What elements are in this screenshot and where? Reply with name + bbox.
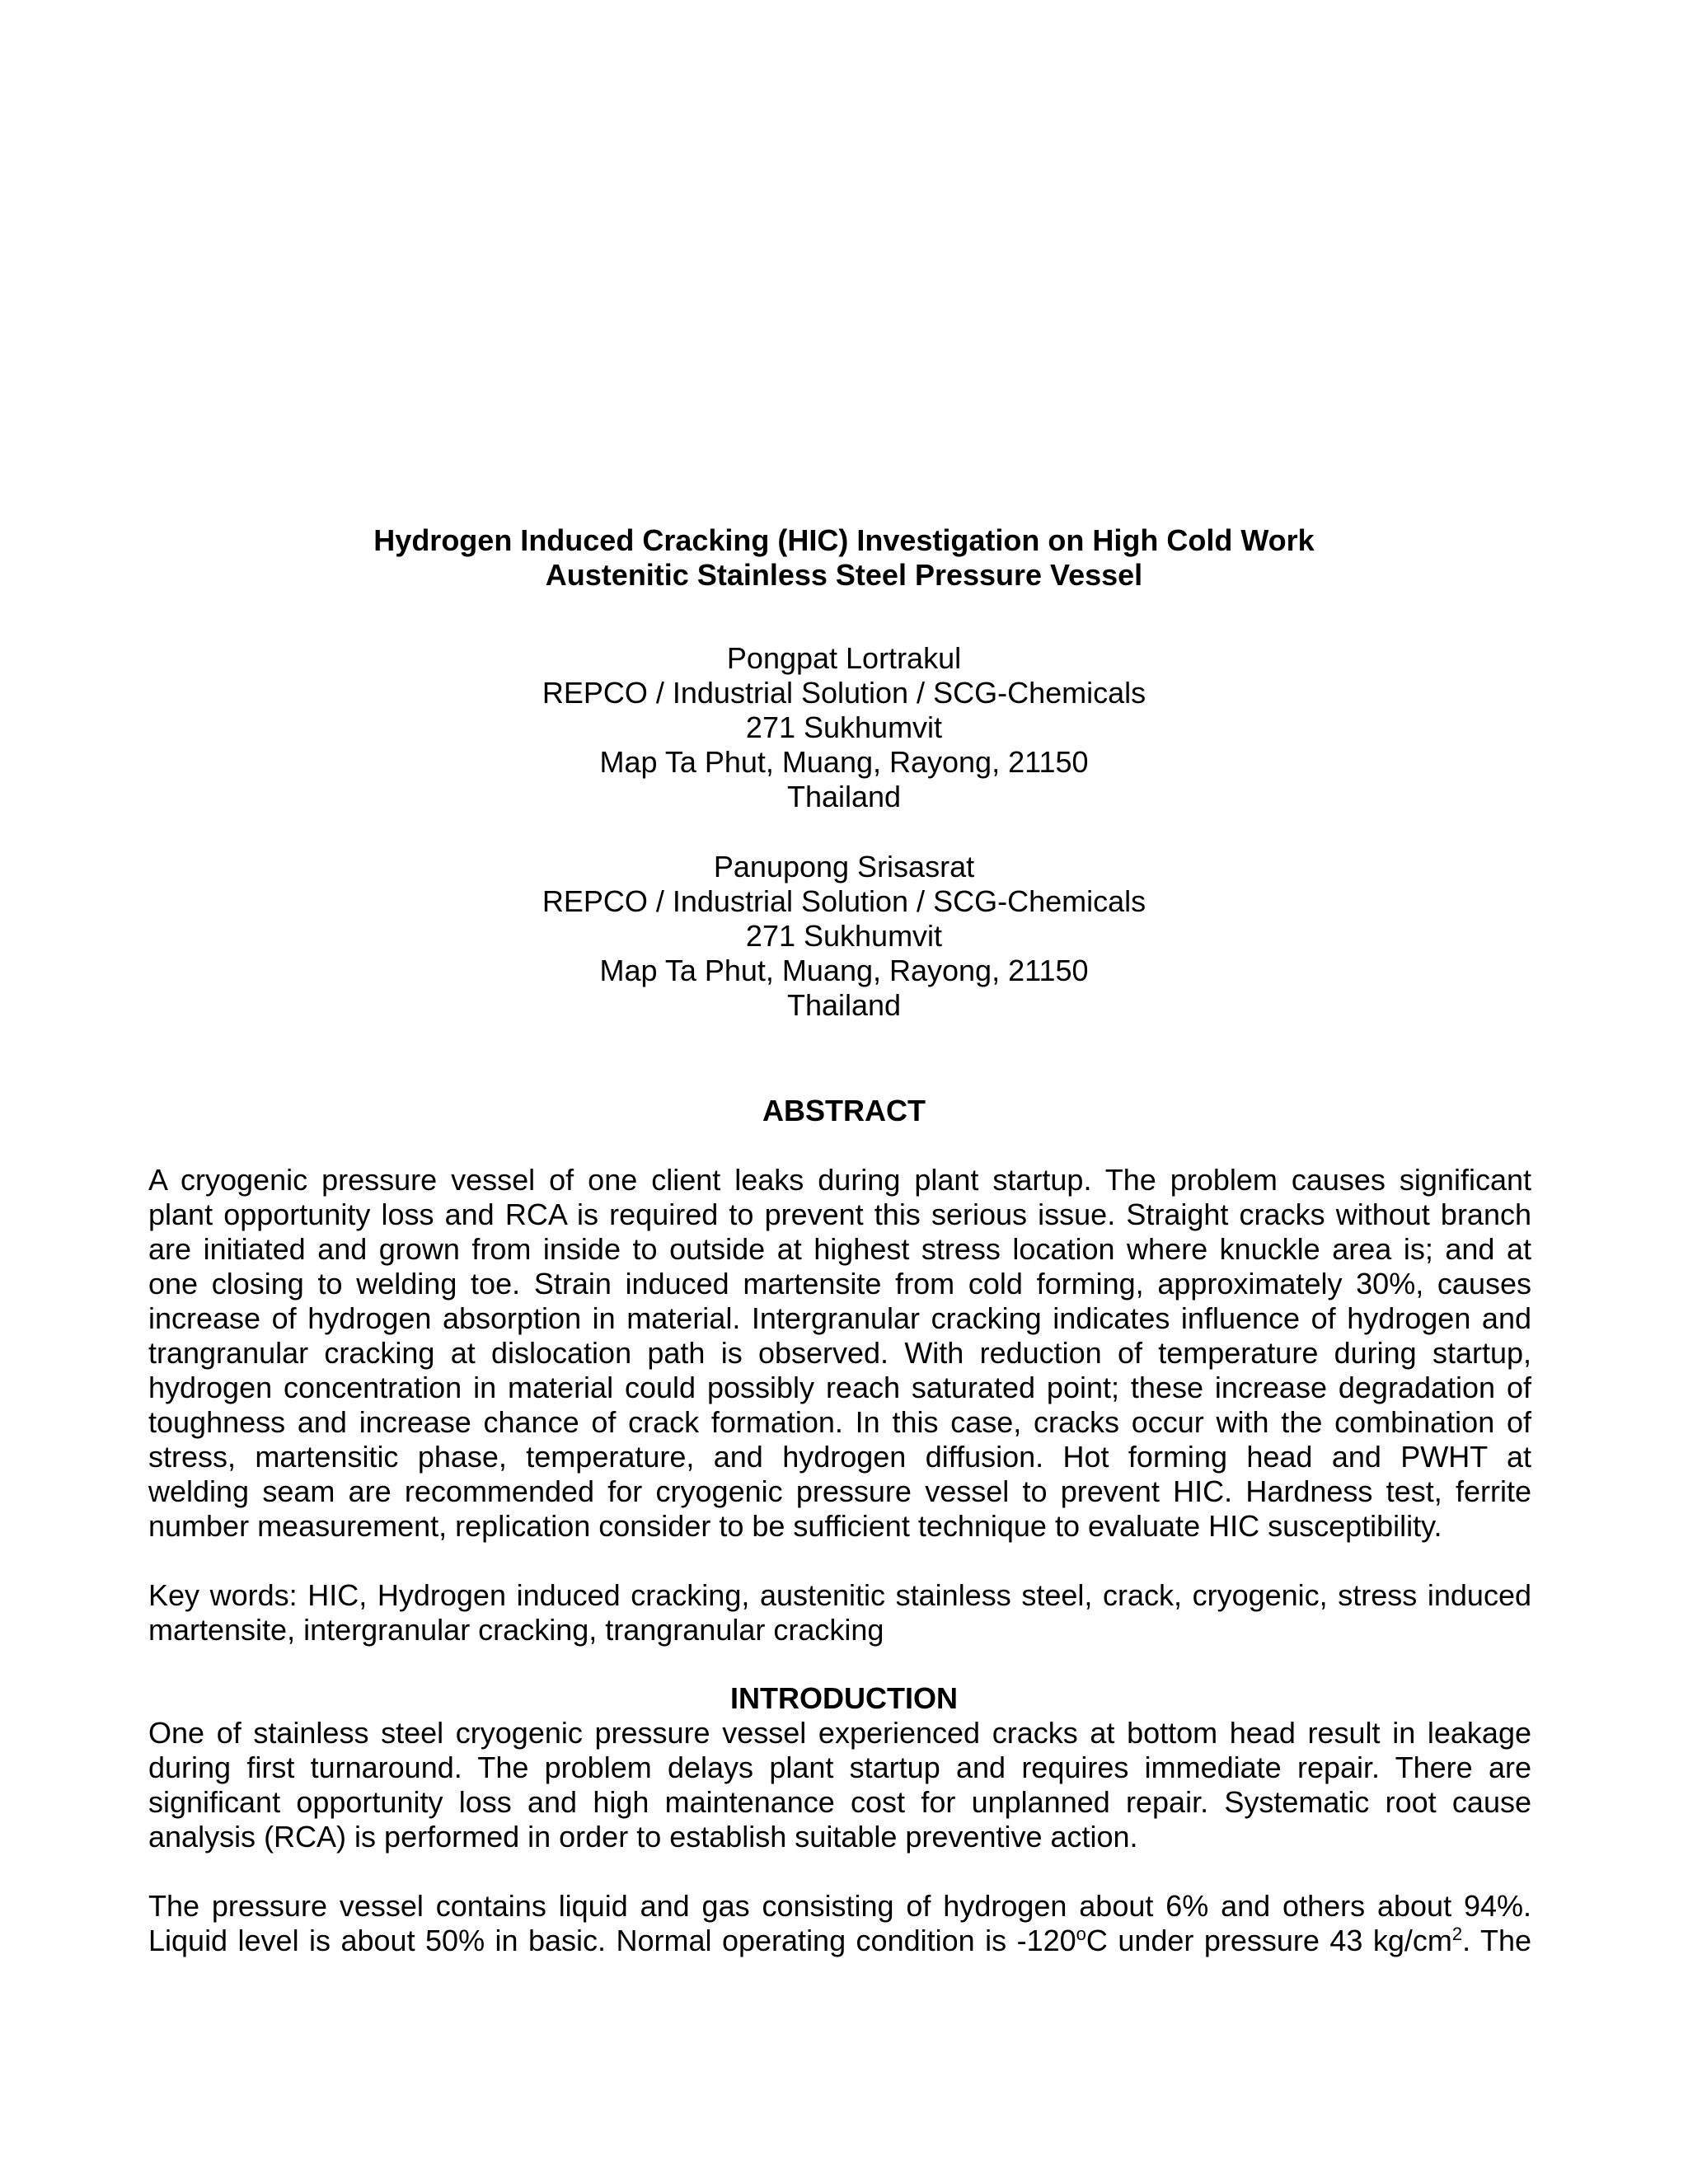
keywords-line: martensite, intergranular cracking, trangranular cracking [148, 1613, 884, 1647]
squared-superscript: 2 [1451, 1924, 1463, 1944]
keywords-line: Key words: HIC, Hydrogen induced cracking, austenitic stainless steel, crack, cryogenic, stress induced [148, 1578, 1531, 1612]
intro-line: analysis (RCA) is performed in order to establish suitable preventive action. [148, 1820, 1138, 1854]
author-city: Map Ta Phut, Muang, Rayong, 21150 [599, 745, 1089, 779]
abstract-line: hydrogen concentration in material could possibly reach saturated point; these increase degradation of [148, 1371, 1531, 1404]
abstract-line: stress, martensitic phase, temperature, and hydrogen diffusion. Hot forming head and PWHT at [148, 1440, 1531, 1474]
author-country: Thailand [786, 988, 902, 1022]
intro-text: Liquid level is about 50% in basic. Normal operating condition is -120 [148, 1924, 1076, 1957]
abstract-heading: ABSTRACT [762, 1094, 926, 1127]
title-line-1: Hydrogen Induced Cracking (HIC) Investigation on High Cold Work [373, 523, 1315, 557]
abstract-line: one closing to welding toe. Strain induced martensite from cold forming, approximately 30%, causes [148, 1267, 1531, 1301]
abstract-line: A cryogenic pressure vessel of one client leaks during plant startup. The problem causes significant [148, 1163, 1531, 1197]
author-name: Pongpat Lortrakul [726, 641, 962, 675]
paper-title [0, 523, 1688, 593]
abstract-line: number measurement, replication consider to be sufficient technique to evaluate HIC susceptibility. [148, 1509, 1442, 1543]
intro-line: One of stainless steel cryogenic pressure vessel experienced cracks at bottom head result in leakage [148, 1716, 1531, 1750]
intro-line [148, 1924, 1531, 1958]
author-block-1 [0, 641, 1688, 814]
abstract-line: increase of hydrogen absorption in material. Intergranular cracking indicates influence of hydrogen and [148, 1301, 1531, 1335]
author-street: 271 Sukhumvit [745, 710, 943, 744]
abstract-line: toughness and increase chance of crack formation. In this case, cracks occur with the combination of [148, 1405, 1531, 1439]
author-country: Thailand [786, 780, 902, 813]
introduction-heading: INTRODUCTION [730, 1681, 958, 1715]
author-affiliation: REPCO / Industrial Solution / SCG-Chemicals [542, 676, 1146, 710]
author-street: 271 Sukhumvit [745, 919, 943, 953]
author-city: Map Ta Phut, Muang, Rayong, 21150 [599, 954, 1089, 987]
abstract-line: welding seam are recommended for cryogenic pressure vessel to prevent HIC. Hardness test, ferrite [148, 1474, 1531, 1508]
intro-line: The pressure vessel contains liquid and gas consisting of hydrogen about 6% and others about 94%. [148, 1889, 1531, 1923]
author-block-2 [0, 850, 1688, 1023]
intro-text: C under pressure 43 kg/cm [1085, 1924, 1452, 1957]
intro-line: during first turnaround. The problem delays plant startup and requires immediate repair. There are [148, 1750, 1531, 1784]
introduction-paragraph-2 [148, 1889, 1531, 1958]
author-affiliation: REPCO / Industrial Solution / SCG-Chemicals [542, 884, 1146, 918]
intro-line: significant opportunity loss and high maintenance cost for unplanned repair. Systematic root cause [148, 1785, 1531, 1819]
title-line-2: Austenitic Stainless Steel Pressure Vessel [545, 558, 1143, 592]
intro-text: . The [1462, 1924, 1531, 1957]
abstract-line: trangranular cracking at dislocation path is observed. With reduction of temperature during startup, [148, 1336, 1531, 1370]
keywords [148, 1578, 1531, 1647]
abstract-body [148, 1163, 1531, 1544]
abstract-line: plant opportunity loss and RCA is required to prevent this serious issue. Straight cracks without branch [148, 1197, 1531, 1231]
abstract-line: are initiated and grown from inside to outside at highest stress location where knuckle area is; and at [148, 1232, 1531, 1266]
degree-superscript: o [1076, 1924, 1086, 1944]
introduction-paragraph-1 [148, 1716, 1531, 1854]
author-name: Panupong Srisasrat [713, 850, 975, 883]
